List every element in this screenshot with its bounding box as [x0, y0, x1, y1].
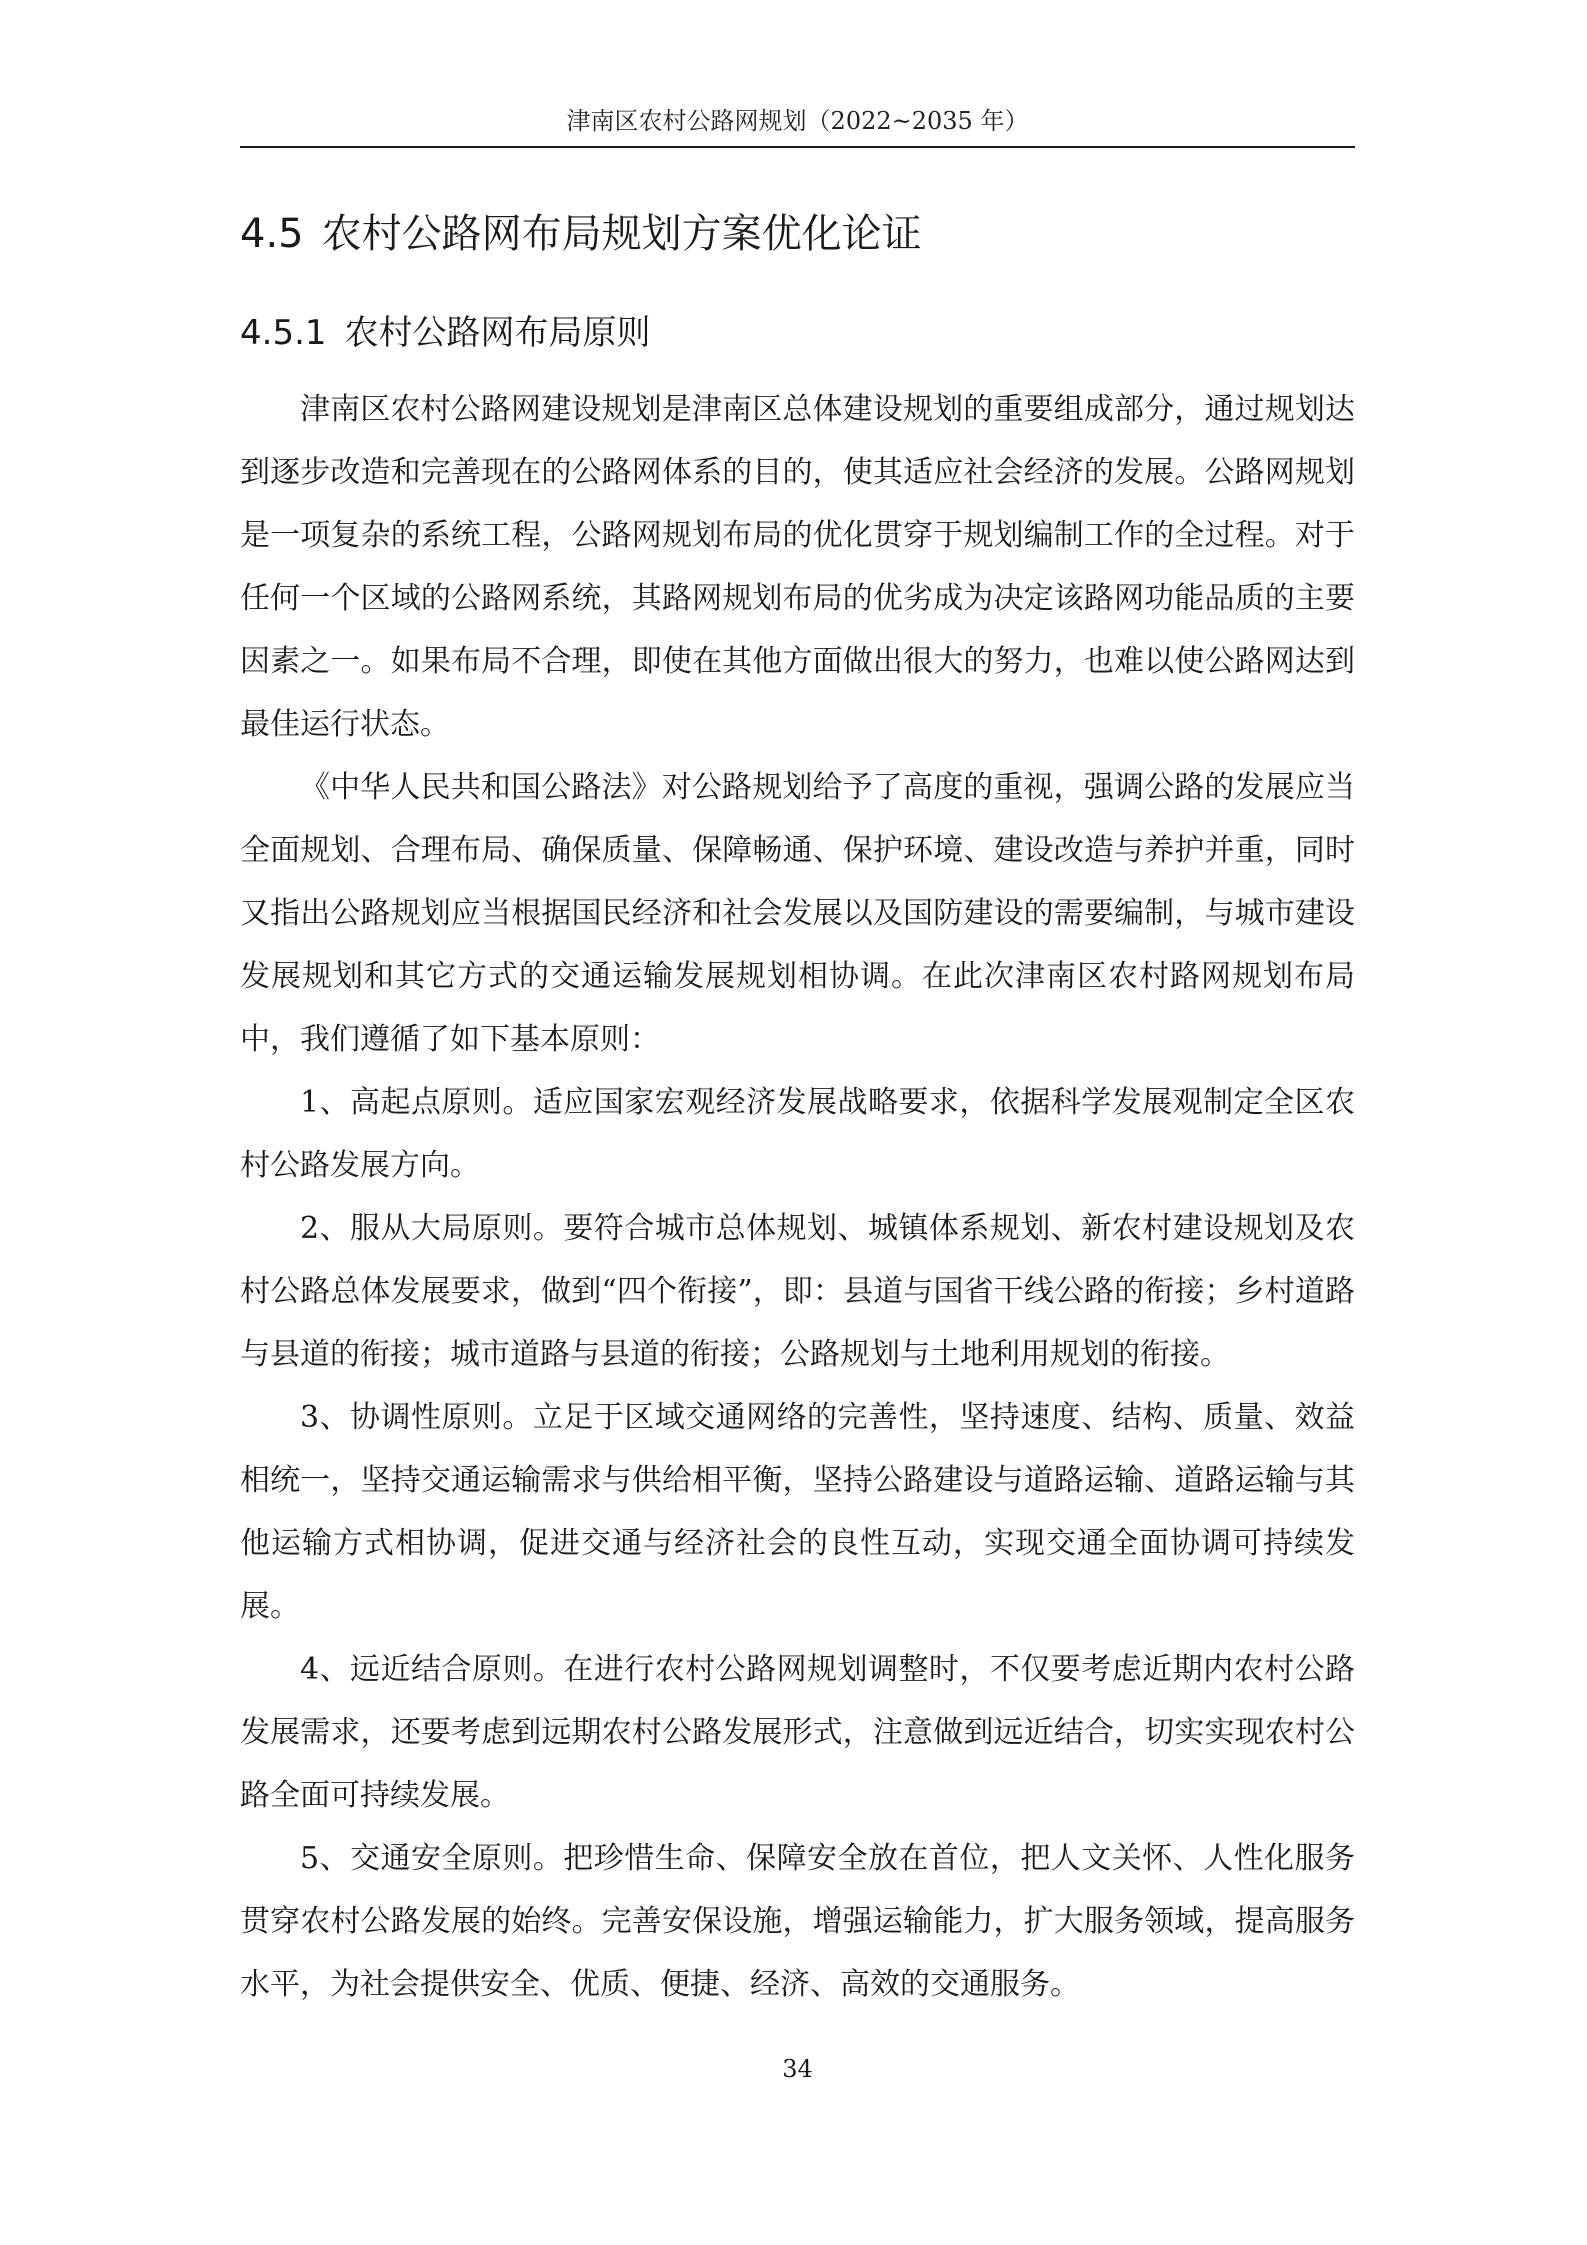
running-header: 津南区农村公路网规划（2022~2035 年）	[566, 107, 1029, 135]
paragraph-highway-law: 《中华人民共和国公路法》对公路规划给予了高度的重视，强调公路的发展应当全面规划、合理布局、确保质量、保障畅通、保护环境、建设改造与养护并重，同时又指出公路规划应当根据国民经济和社会发展以及国防建设的需要编制，与城市建设发展规划和其它方式的交通运输发展规划相协调。在此次津南区农村路网规划布局中，我们遵循了如下基本原则：	[240, 770, 1355, 1057]
body-text	[240, 378, 1355, 2016]
section-heading	[240, 206, 1355, 262]
principle-5: 5、交通安全原则。把珍惜生命、保障安全放在首位，把人文关怀、人性化服务贯穿农村公路发展的始终。完善安保设施，增强运输能力，扩大服务领域，提高服务水平，为社会提供安全、优质、便捷、经济、高效的交通服务。	[240, 1841, 1355, 2002]
principle-2: 2、服从大局原则。要符合城市总体规划、城镇体系规划、新农村建设规划及农村公路总体发展要求，做到“四个衔接”，即：县道与国省干线公路的衔接；乡村道路与县道的衔接；城市道路与县道的衔接；公路规划与土地利用规划的衔接。	[240, 1211, 1355, 1372]
paragraph-intro: 津南区农村公路网建设规划是津南区总体建设规划的重要组成部分，通过规划达到逐步改造和完善现在的公路网体系的目的，使其适应社会经济的发展。公路网规划是一项复杂的系统工程，公路网规划布局的优化贯穿于规划编制工作的全过程。对于任何一个区域的公路网系统，其路网规划布局的优劣成为决定该路网功能品质的主要因素之一。如果布局不合理，即使在其他方面做出很大的努力，也难以使公路网达到最佳运行状态。	[240, 392, 1355, 742]
section-title: 农村公路网布局规划方案优化论证	[321, 211, 922, 257]
principle-1: 1、高起点原则。适应国家宏观经济发展战略要求，依据科学发展观制定全区农村公路发展方向。	[240, 1085, 1355, 1183]
header-rule	[240, 146, 1355, 148]
section-number: 4.5	[240, 211, 304, 257]
subsection-heading	[240, 308, 1355, 358]
page-number: 34	[782, 2055, 813, 2083]
principle-3: 3、协调性原则。立足于区域交通网络的完善性，坚持速度、结构、质量、效益相统一，坚持交通运输需求与供给相平衡，坚持公路建设与道路运输、道路运输与其他运输方式相协调，促进交通与经济社会的良性互动，实现交通全面协调可持续发展。	[240, 1400, 1355, 1624]
subsection-number: 4.5.1	[240, 313, 327, 353]
subsection-title: 农村公路网布局原则	[344, 313, 651, 353]
principle-4: 4、远近结合原则。在进行农村公路网规划调整时，不仅要考虑近期内农村公路发展需求，还要考虑到远期农村公路发展形式，注意做到远近结合，切实实现农村公路全面可持续发展。	[240, 1652, 1355, 1813]
